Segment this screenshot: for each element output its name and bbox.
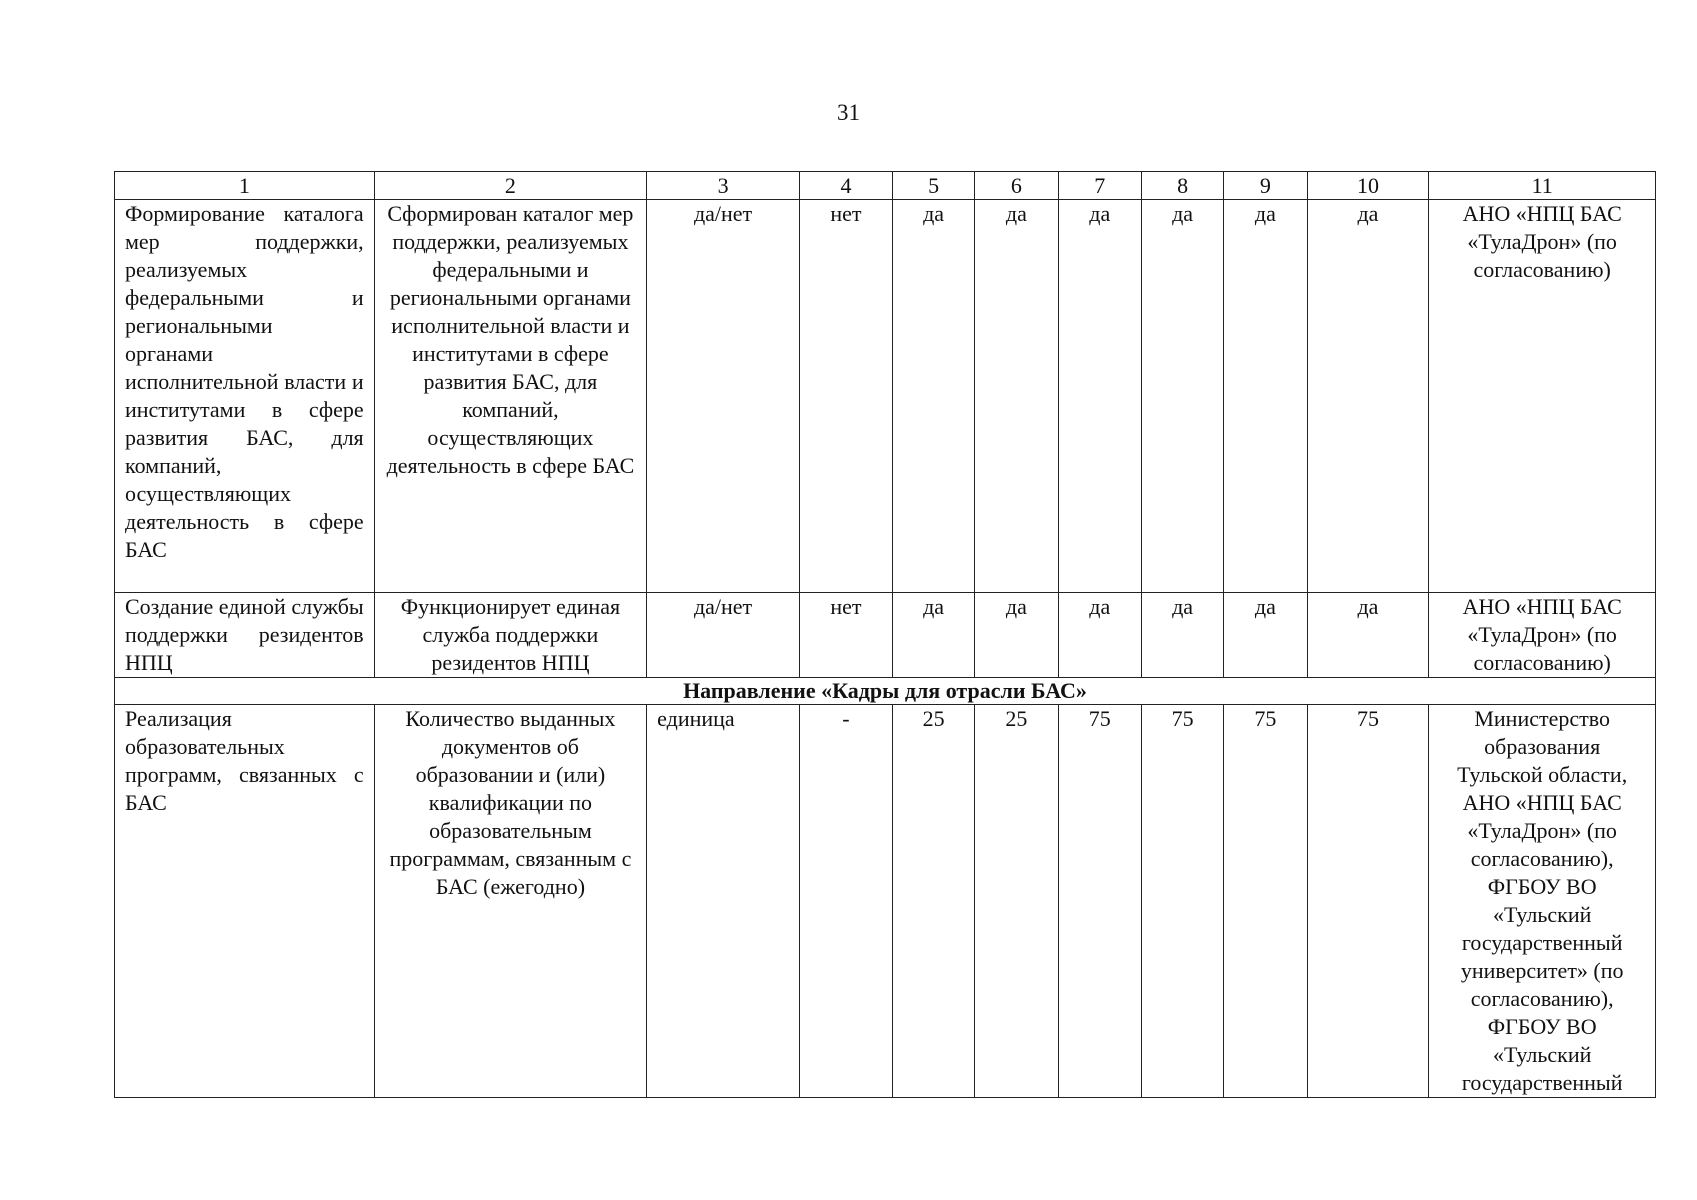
value-cell: да (975, 200, 1058, 593)
header-cell: 11 (1429, 172, 1656, 200)
plan-table (114, 171, 1656, 1098)
activity-cell: Создание единой службы поддержки резидентов НПЦ (115, 593, 375, 678)
table-row (115, 705, 1656, 1098)
value-cell: да (1141, 200, 1223, 593)
value-cell: да (892, 200, 974, 593)
unit-cell: да/нет (647, 200, 800, 593)
header-cell: 2 (374, 172, 647, 200)
table-row (115, 200, 1656, 593)
value-cell: да (1058, 593, 1141, 678)
value-cell: да (892, 593, 974, 678)
header-cell: 6 (975, 172, 1058, 200)
value-cell: 75 (1224, 705, 1307, 1098)
page-number: 31 (837, 100, 860, 125)
value-cell: да (1141, 593, 1223, 678)
value-cell: да (1224, 593, 1307, 678)
result-cell: Сформирован каталог мер поддержки, реализуемых федеральными и региональными органами исполнительной власти и институтами в сфере развития БАС, для компаний, осуществляющих деятельность в сфере БАС (374, 200, 647, 593)
table-row (115, 593, 1656, 678)
header-cell: 7 (1058, 172, 1141, 200)
value-cell: да (1058, 200, 1141, 593)
result-cell: Функционирует единая служба поддержки резидентов НПЦ (374, 593, 647, 678)
value-cell: 75 (1058, 705, 1141, 1098)
header-row (115, 172, 1656, 200)
value-cell: 25 (892, 705, 974, 1098)
value-cell: да (1224, 200, 1307, 593)
unit-cell: да/нет (647, 593, 800, 678)
responsible-cell: АНО «НПЦ БАС «ТулаДрон» (по согласованию) (1429, 593, 1656, 678)
value-cell: 75 (1141, 705, 1223, 1098)
header-cell: 10 (1307, 172, 1429, 200)
activity-cell: Реализация образовательных программ, связанных с БАС (115, 705, 375, 1098)
responsible-cell: Министерство образования Тульской области, АНО «НПЦ БАС «ТулаДрон» (по согласованию), ФГБОУ ВО «Тульский государственный университет» (по согласованию), ФГБОУ ВО «Тульский государственный (1429, 705, 1656, 1098)
header-cell: 9 (1224, 172, 1307, 200)
value-cell: 25 (975, 705, 1058, 1098)
base-value-cell: нет (799, 593, 892, 678)
header-cell: 5 (892, 172, 974, 200)
base-value-cell: нет (799, 200, 892, 593)
value-cell: 75 (1307, 705, 1429, 1098)
value-cell: да (1307, 593, 1429, 678)
section-row (115, 678, 1656, 705)
header-cell: 1 (115, 172, 375, 200)
value-cell: да (1307, 200, 1429, 593)
section-title: Направление «Кадры для отрасли БАС» (115, 678, 1656, 705)
header-cell: 8 (1141, 172, 1223, 200)
unit-cell: единица (647, 705, 800, 1098)
value-cell: да (975, 593, 1058, 678)
header-cell: 4 (799, 172, 892, 200)
header-cell: 3 (647, 172, 800, 200)
result-cell: Количество выданных документов об образовании и (или) квалификации по образовательным программам, связанным с БАС (ежегодно) (374, 705, 647, 1098)
base-value-cell: - (799, 705, 892, 1098)
activity-cell: Формирование каталога мер поддержки, реализуемых федеральными и региональными органами исполнительной власти и институтами в сфере развития БАС, для компаний, осуществляющих деятельность в сфере БАС (115, 200, 375, 593)
responsible-cell: АНО «НПЦ БАС «ТулаДрон» (по согласованию) (1429, 200, 1656, 593)
